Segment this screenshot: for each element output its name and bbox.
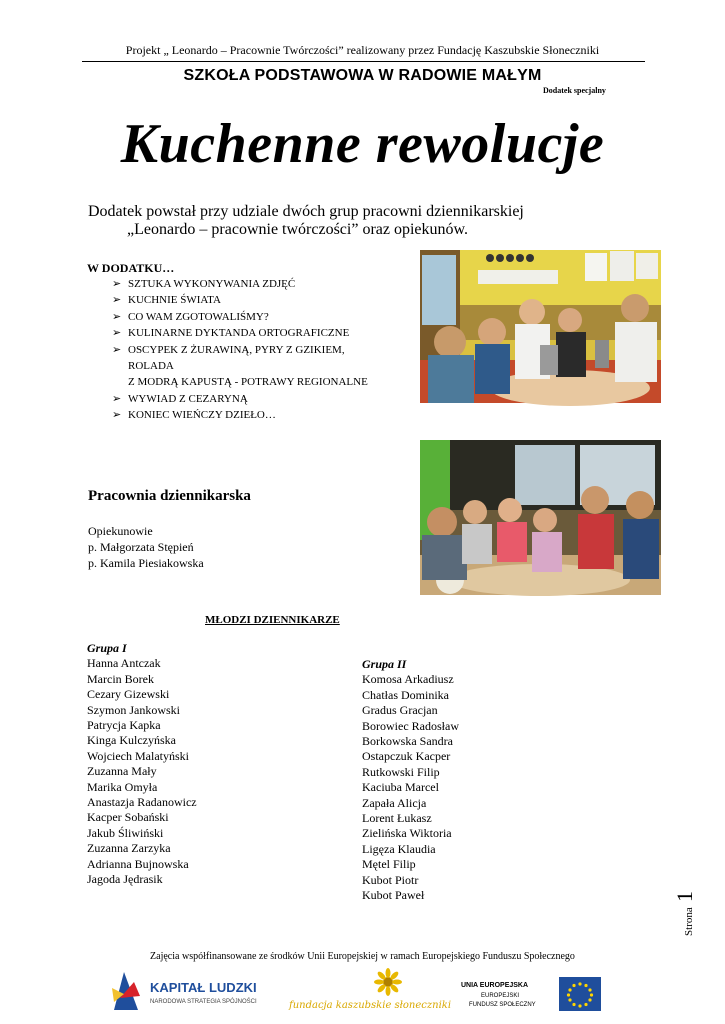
svg-text:EUROPEJSKI: EUROPEJSKI [481, 993, 520, 999]
list-item: Lorent Łukasz [362, 811, 432, 826]
svg-text:NARODOWA STRATEGIA SPÓJNOŚCI: NARODOWA STRATEGIA SPÓJNOŚCI [150, 999, 257, 1005]
studio-title: Pracownia dziennikarska [88, 488, 251, 504]
list-item: Marcin Borek [87, 671, 154, 686]
intro-line-2: „Leonardo – pracownie twórczości” oraz opiekunów. [127, 221, 469, 238]
list-item: Kaciuba Marcel [362, 780, 439, 795]
list-item: Jakub Śliwiński [87, 825, 164, 840]
school-title: SZKOŁA PODSTAWOWA W RADOWIE MAŁYM [183, 67, 542, 84]
list-item: Hanna Antczak [87, 656, 161, 671]
list-item: Borkowska Sandra [362, 734, 453, 749]
contents-list [112, 276, 382, 424]
group-1-list [87, 641, 197, 888]
contents-heading: W DODATKU… [87, 261, 175, 275]
list-item: Zapała Alicja [362, 795, 427, 810]
kapital-ludzki-logo [110, 968, 270, 1014]
page-number [672, 880, 697, 940]
arrow-bullet-icon: ➢ [112, 309, 122, 323]
list-item: Kacper Sobański [87, 810, 169, 825]
list-item: Adrianna Bujnowska [87, 856, 189, 871]
list-item: Zielińska Wiktoria [362, 826, 452, 841]
list-item: ➢ KULINARNE DYKTANDA ORTOGRAFICZNE [112, 325, 382, 341]
arrow-bullet-icon: ➢ [112, 326, 122, 340]
cooking-photo-1 [420, 250, 661, 403]
list-item: Jagoda Jędrasik [87, 872, 163, 887]
svg-text:UNIA EUROPEJSKA: UNIA EUROPEJSKA [461, 982, 529, 989]
list-item: Zuzanna Zarzyka [87, 841, 171, 856]
svg-text:FUNDUSZ SPOŁECZNY: FUNDUSZ SPOŁECZNY [469, 1002, 536, 1008]
mentor-name: p. Kamila Piesiakowska [88, 556, 204, 570]
arrow-bullet-icon: ➢ [112, 277, 122, 290]
group-1-heading: Grupa I [87, 641, 127, 655]
list-item: ➢ KONIEC WIEŃCZY DZIEŁO… [112, 407, 382, 423]
list-item: Wojciech Malatyński [87, 748, 190, 763]
list-item: ➢ WYWIAD Z CEZARYNĄ [112, 391, 382, 407]
list-item: Mętel Filip [362, 857, 416, 872]
intro-line-1: Dodatek powstał przy udziale dwóch grup pracowni dziennikarskiej [88, 203, 524, 220]
page-label: Strona [683, 907, 695, 936]
list-item: Chatłas Dominika [362, 687, 449, 702]
mentors-block [88, 523, 204, 571]
header-divider [82, 61, 645, 62]
list-item: Anastazja Radanowicz [87, 795, 197, 810]
project-line: Projekt „ Leonardo – Pracownie Twórczości” realizowany przez Fundację Kaszubskie Słoneczniki [125, 43, 600, 57]
list-item: Kubot Paweł [362, 888, 425, 903]
page-number-value: 1 [672, 891, 697, 902]
cooking-photo-2 [420, 440, 661, 595]
arrow-bullet-icon: ➢ [112, 408, 122, 422]
arrow-bullet-icon: ➢ [112, 293, 122, 307]
arrow-bullet-icon: ➢ [112, 342, 122, 356]
list-item: ➢ OSCYPEK Z ŻURAWINĄ, PYRY Z GZIKIEM, ROLADA [112, 342, 345, 373]
group-2-list [362, 657, 459, 904]
list-item: Rutkowski Filip [362, 764, 440, 779]
list-item: Borowiec Radosław [362, 718, 459, 733]
footer-funding-text: Zajęcia współfinansowane ze środków Unii Europejskiej w ramach Europejskiego Funduszu Społecznego [150, 951, 575, 962]
mentor-name: p. Małgorzata Stępień [88, 540, 194, 554]
arrow-bullet-icon: ➢ [112, 391, 122, 405]
list-item: Ostapczuk Kacper [362, 749, 451, 764]
list-item: Szymon Jankowski [87, 702, 180, 717]
sunflower-icon [374, 968, 402, 996]
list-item: Gradus Gracjan [362, 703, 438, 718]
mentors-label: Opiekunowie [88, 524, 153, 538]
list-item: Kubot Piotr [362, 872, 419, 887]
list-item: Marika Omyła [87, 779, 158, 794]
list-item: Ligęza Klaudia [362, 841, 436, 856]
list-item: Zuzanna Mały [87, 764, 157, 779]
svg-text:KAPITAŁ LUDZKI: KAPITAŁ LUDZKI [150, 980, 257, 995]
main-title: Kuchenne rewolucje [120, 113, 605, 175]
list-item: ➢ CO WAM ZGOTOWALIŚMY? [112, 309, 382, 325]
svg-text:fundacja kaszubskie słonecznik: fundacja kaszubskie słoneczniki [289, 1000, 452, 1011]
list-item: Cezary Gizewski [87, 687, 170, 702]
supplement-label: Dodatek specjalny [543, 86, 606, 95]
list-item: ➢ KUCHNIE ŚWIATA [112, 292, 382, 308]
list-item: Kinga Kulczyńska [87, 733, 176, 748]
list-item: ➢ SZTUKA WYKONYWANIA ZDJĘĆ [112, 276, 382, 292]
young-journalists-title: MŁODZI DZIENNIKARZE [205, 614, 340, 626]
list-item-continuation: Z MODRĄ KAPUSTĄ - POTRAWY REGIONALNE [128, 376, 368, 389]
group-2-heading: Grupa II [362, 657, 407, 671]
eu-logo [455, 976, 605, 1014]
foundation-logo [285, 966, 452, 1016]
list-item: Komosa Arkadiusz [362, 672, 454, 687]
list-item: Patrycja Kapka [87, 718, 161, 733]
